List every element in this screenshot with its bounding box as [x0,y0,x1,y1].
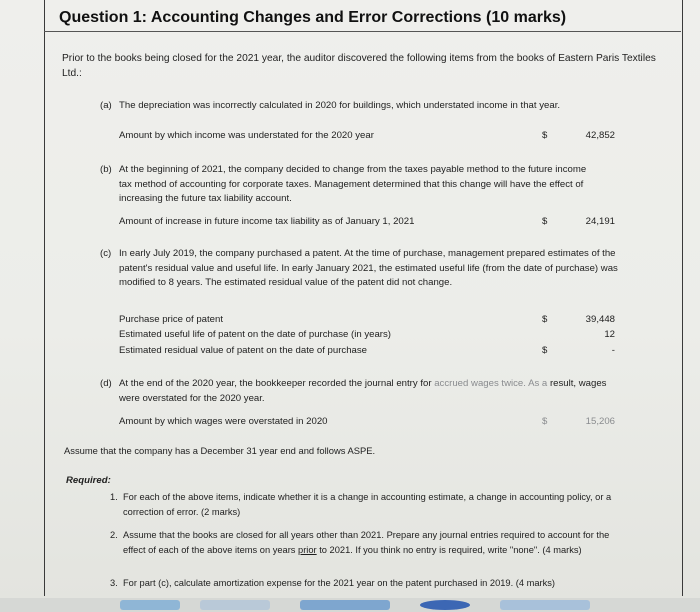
required-num: 1. [110,492,118,502]
item-a-label: (a) [100,100,112,111]
item-c-row [119,328,619,343]
required-text-underline: prior [298,544,317,555]
item-b-amount: 24,191 [585,216,615,227]
item-d-label: (d) [100,378,112,389]
item-d-amount: 15,206 [585,416,615,427]
required-text: For each of the above items, indicate whether it is a change in accounting estimate, a change in accounting policy, or a correction of error. (2 marks) [123,492,612,517]
item-a-amount-row [119,129,619,144]
item-c-label: (c) [100,248,112,259]
item-d-text-cont: result, wages were overstated for the 2020 year. [119,378,607,404]
background-blob [420,600,470,610]
item-b-currency: $ [542,216,548,227]
item-d-text-main: At the end of the 2020 year, the bookkeeper recorded the journal entry for [119,378,432,389]
item-a [100,99,620,149]
item-b-label: (b) [100,164,112,175]
item-c-row [119,313,619,328]
background-blob [300,600,390,610]
item-b-text: At the beginning of 2021, the company decided to change from the taxes payable method to the future income tax method of accounting for corporate taxes. Management determined that this change will have the effect of increasing the future tax liability account. [119,164,587,204]
required-item [110,528,610,572]
item-a-amount-label: Amount by which income was understated for the 2020 year [119,130,374,141]
item-b [100,163,620,233]
required-text-before: Assume that the books are closed for all years other than 2021. Prepare any journal entries required to account for the effect of each of the above items on years [123,530,610,555]
item-c [100,247,620,362]
background-blob [500,600,590,610]
item-d-amount-row [119,415,619,430]
question-title: Question 1: Accounting Changes and Error Corrections (10 marks) [59,9,567,26]
item-c-row-value: - [611,345,615,356]
item-c-row-label: Purchase price of patent [119,314,223,325]
item-d [100,377,620,437]
item-a-text: The depreciation was incorrectly calculated in 2020 for buildings, which understated income in that year. [119,100,561,111]
item-c-row-value: 12 [604,329,615,340]
item-d-text-faded: accrued wages twice. As a [434,378,548,389]
item-d-amount-label: Amount by which wages were overstated in 2020 [119,416,328,427]
item-a-amount: 42,852 [585,130,615,141]
required-text [123,528,613,557]
item-c-row-currency: $ [542,345,548,356]
item-c-row-label: Estimated residual value of patent on the date of purchase [119,345,367,356]
intro-paragraph: Prior to the books being closed for the 2021 year, the auditor discovered the following items from the books of Eastern Paris Textiles Ltd.: [62,53,656,79]
required-num: 3. [110,578,118,588]
item-d-text [119,377,624,406]
item-c-row [119,344,619,359]
required-text: For part (c), calculate amortization expense for the 2021 year on the patent purchased in 2019. (4 marks) [123,578,556,588]
item-d-currency: $ [542,416,548,427]
item-c-text: In early July 2019, the company purchased a patent. At the time of purchase, management prepared estimates of the patent's residual value and useful life. In early January 2021, the estimated useful life (from the date of purchase) was modified to 8 years. The estimated residual value of the patent did not change. [119,248,618,288]
required-text-after: to 2021. If you think no entry is required, write "none". (4 marks) [316,544,582,555]
background-blob [200,600,270,610]
item-b-amount-row [119,215,619,230]
item-c-row-value: 39,448 [585,314,615,325]
item-c-row-label: Estimated useful life of patent on the date of purchase (in years) [119,329,391,340]
item-c-row-currency: $ [542,314,548,325]
required-item [110,490,610,520]
item-b-amount-label: Amount of increase in future income tax liability as of January 1, 2021 [119,216,415,227]
background-blob [120,600,180,610]
title-divider [44,31,681,32]
required-num: 2. [110,530,118,540]
item-a-currency: $ [542,130,548,141]
required-heading: Required: [66,475,111,486]
assumption-note: Assume that the company has a December 31 year end and follows ASPE. [64,445,376,456]
